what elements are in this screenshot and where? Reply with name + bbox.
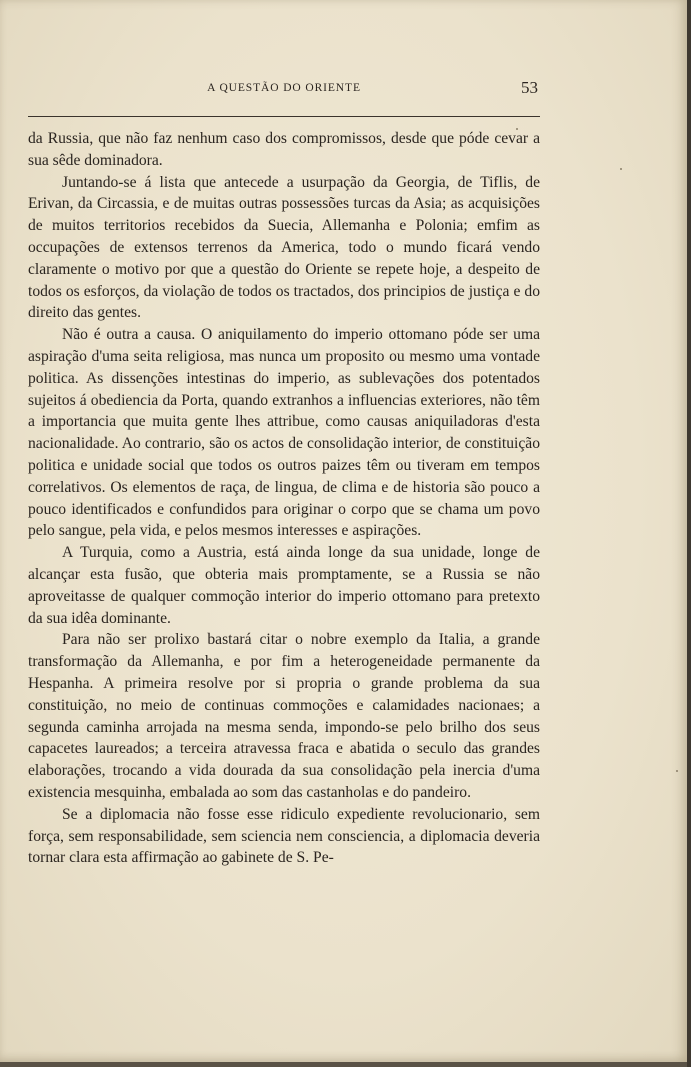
- body-text: [28, 128, 540, 869]
- paragraph: A Turquia, como a Austria, está ainda longe da sua unidade, longe de alcançar esta fusão, que obteria mais promptamente, se a Russia se não aproveitasse de qualquer commoção interior do imperio ottomano para pretexto da sua idêa dominante.: [28, 544, 540, 627]
- page-edge: [687, 0, 691, 1067]
- running-title: A QUESTÃO DO ORIENTE: [207, 82, 361, 94]
- paragraph: Não é outra a causa. O aniquilamento do imperio ottomano póde ser uma aspiração d'uma seita religiosa, mas nunca um proposito ou mesmo uma vontade politica. As dissenções intestinas do imperio, as sublevações dos potentados sujeitos á obediencia da Porta, quando extranhos a influencias exteriores, não têm a importancia que muita gente lhes attribue, como causas aniquiladoras d'esta nacionalidade. Ao contrario, são os actos de consolidação interior, de constituição politica e unidade social que todos os outros paizes têm ou tiveram em tempos correlativos. Os elementos de raça, de lingua, de clima e de historia são pouco a pouco identificados e confundidos para originar o corpo que se chama um povo pelo sangue, pela vida, e pelos mesmos interesses e aspirações.: [28, 326, 540, 540]
- paragraph: Se a diplomacia não fosse esse ridiculo expediente revolucionario, sem força, sem responsabilidade, sem sciencia nem consciencia, a diplomacia deveria tornar clara esta affirmação ao gabinete de S. Pe-: [28, 805, 540, 867]
- paragraph-continuation: da Russia, que não faz nenhum caso dos compromissos, desde que póde cevar a sua sêde dominadora.: [28, 130, 540, 169]
- page-number: 53: [521, 78, 538, 97]
- running-head: [28, 78, 540, 100]
- header-rule: [28, 116, 540, 117]
- paragraph: Juntando-se á lista que antecede a usurpação da Georgia, de Tiflis, de Erivan, da Circassia, e de muitas outras possessões turcas da Asia; as acquisições de muitos territorios recebidos da Suecia, Allemanha e Polonia; emfim as occupações de extensos terrenos da America, todo o mundo ficará vendo claramente o motivo por que a questão do Oriente se repete hoje, a despeito de todos os esforços, da violação de todos os tractados, dos principios de justiça e do direito das gentes.: [28, 173, 540, 322]
- paper-speck: [620, 168, 622, 170]
- paper-speck: [676, 770, 678, 772]
- paragraph: Para não ser prolixo bastará citar o nobre exemplo da Italia, a grande transformação da Allemanha, e por fim a heterogeneidade permanente da Hespanha. A primeira resolve por si propria o grande problema da sua constituição, no meio de continuas commoções e calamidades nacionaes; a segunda caminha arrojada na mesma senda, impondo-se pelo brilho dos seus capacetes laureados; a terceira atravessa fraca e abatida o seculo das grandes elaborações, trocando a vida dourada da sua consolidação pela inercia d'uma existencia mesquinha, embalada ao som das castanholas e do pandeiro.: [28, 631, 540, 801]
- paper-speck: [516, 128, 518, 130]
